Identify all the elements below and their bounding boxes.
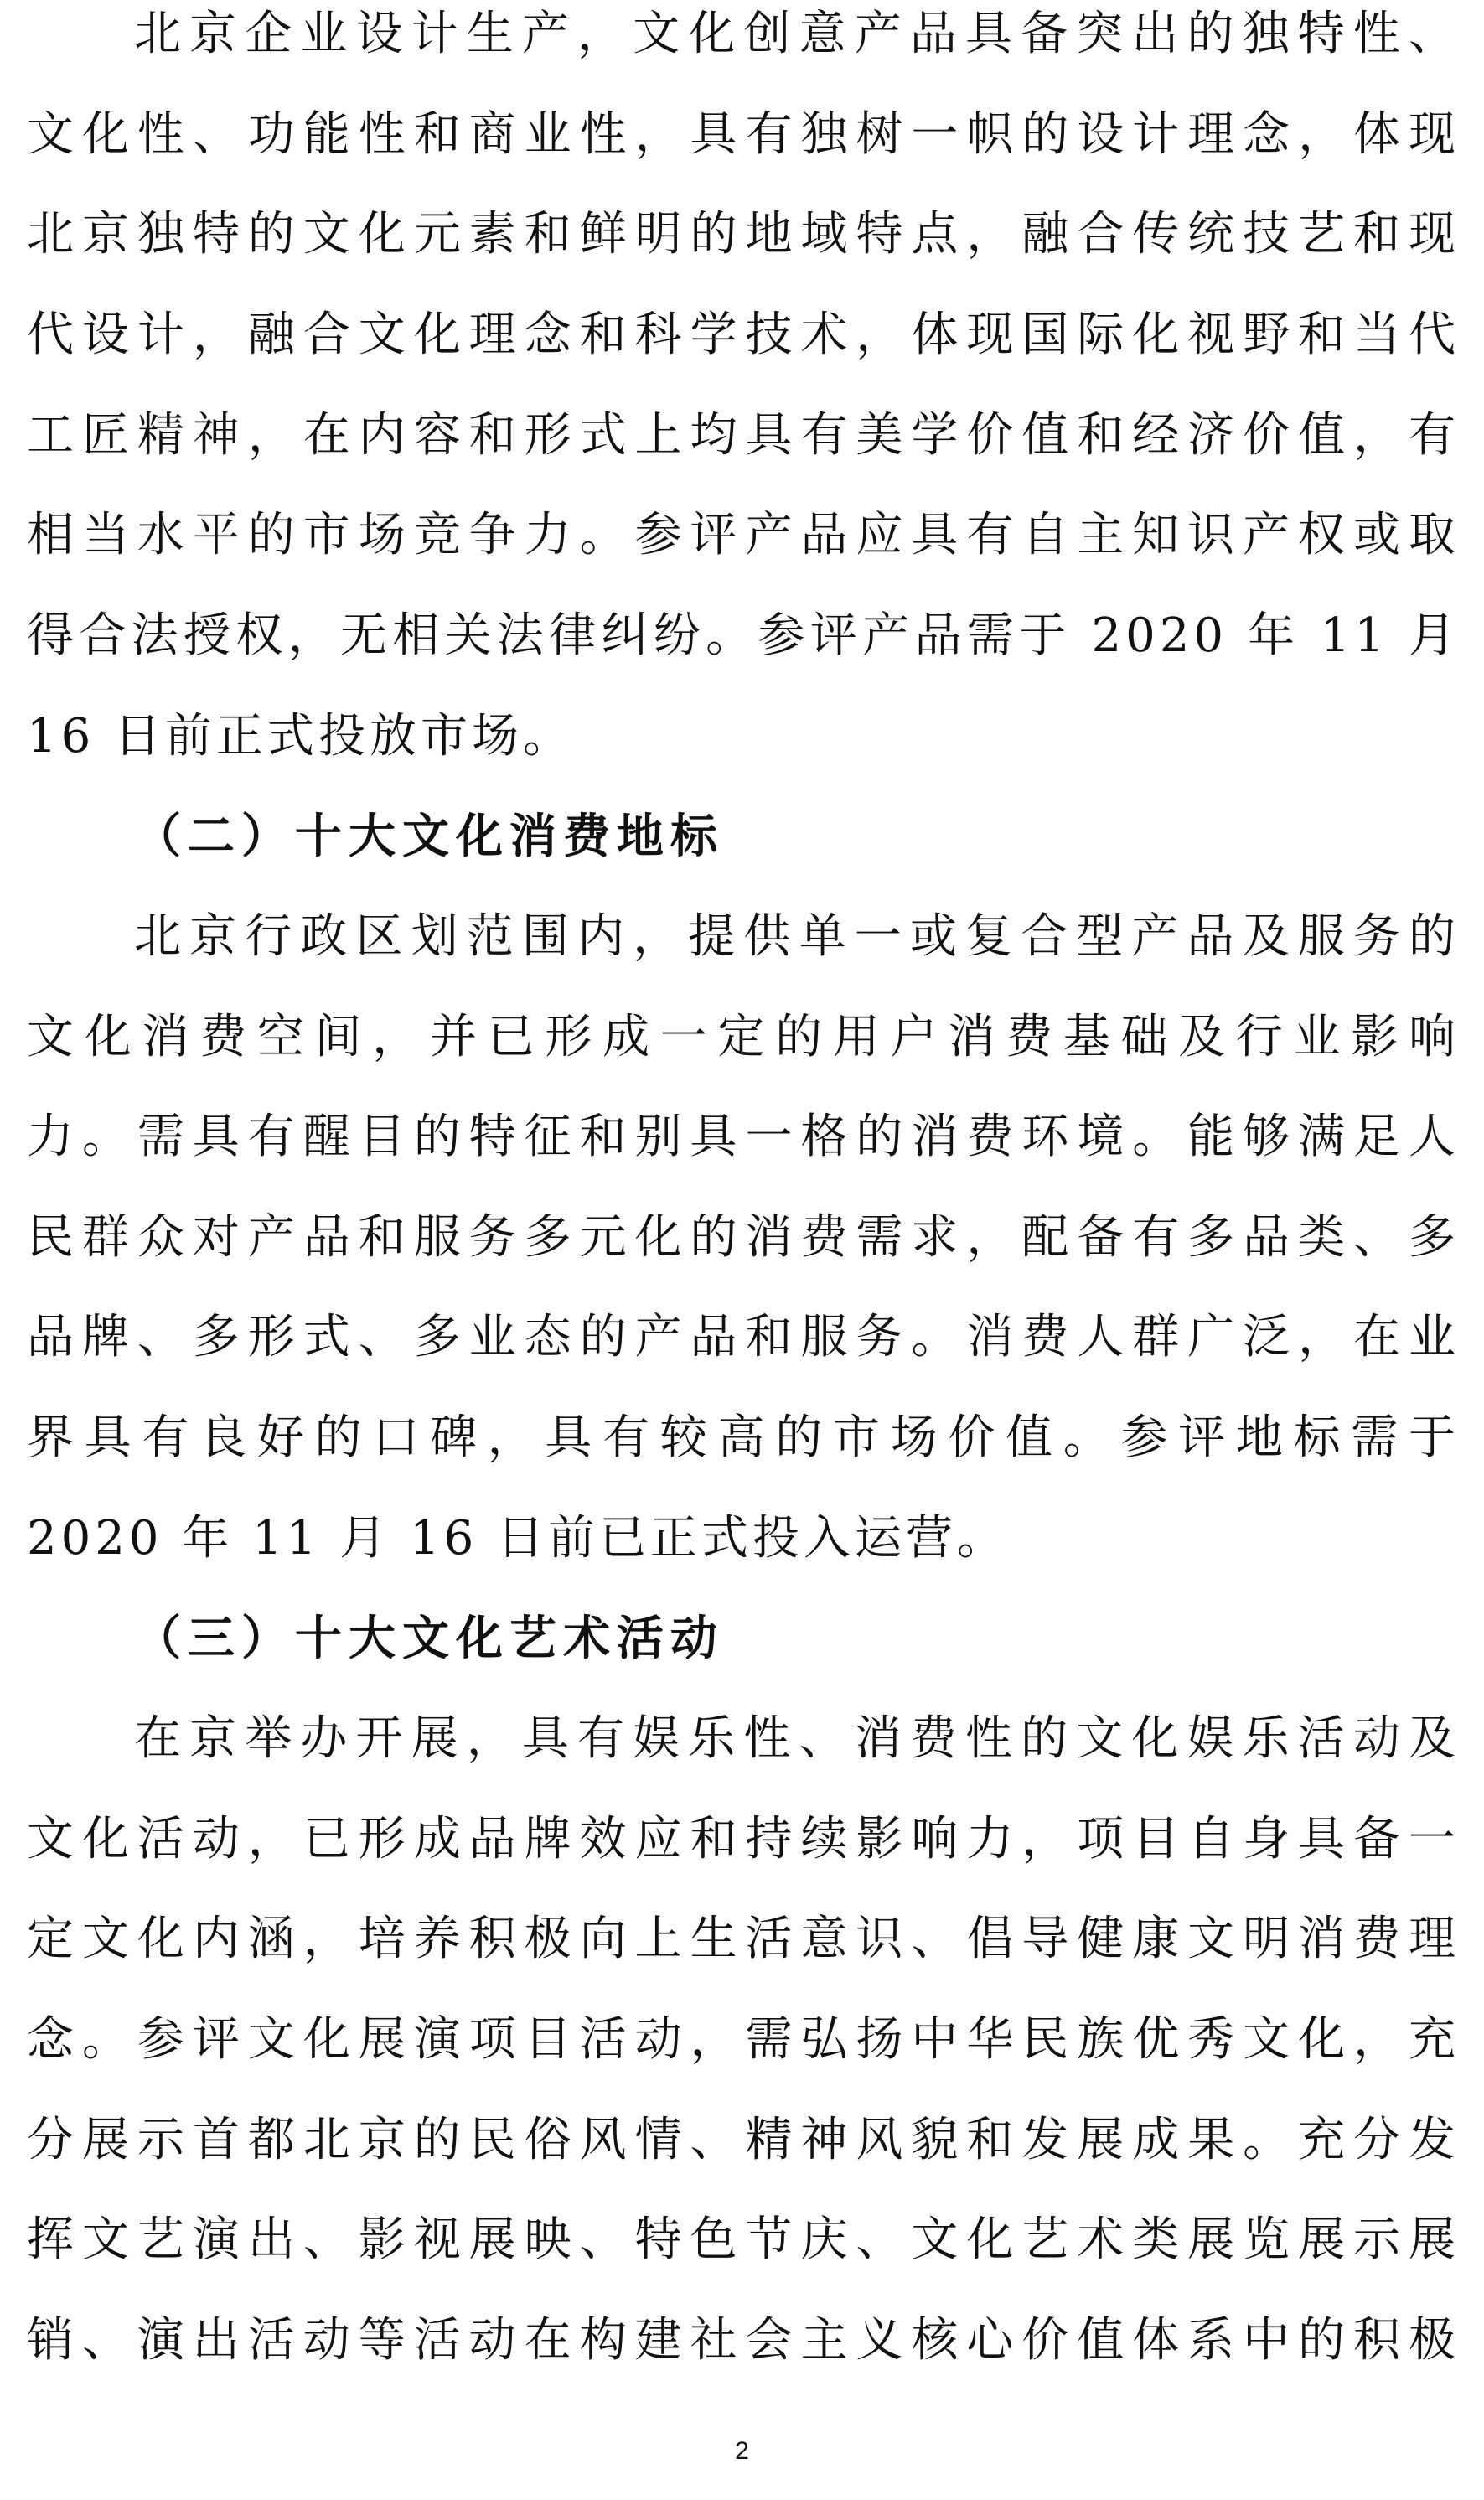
paragraph-1-line-4: 代设计，融合文化理念和科学技术，体现国际化视野和当代 (27, 307, 1460, 362)
paragraph-2-line-6: 界具有良好的口碑，具有较高的市场价值。参评地标需于 (27, 1410, 1460, 1466)
paragraph-1-line-8: 16 日前正式投放市场。 (27, 708, 575, 763)
paragraph-1-line-2: 文化性、功能性和商业性，具有独树一帜的设计理念，体现 (27, 106, 1460, 162)
paragraph-2-line-2: 文化消费空间，并已形成一定的用户消费基础及行业影响 (27, 1009, 1460, 1064)
paragraph-1-line-6: 相当水平的市场竞争力。参评产品应具有自主知识产权或取 (27, 508, 1460, 563)
paragraph-1-line-3: 北京独特的文化元素和鲜明的地域特点，融合传统技艺和现 (27, 207, 1460, 262)
paragraph-2-line-7: 2020 年 11 月 16 日前已正式投入运营。 (27, 1510, 1009, 1566)
paragraph-2-line-3: 力。需具有醒目的特征和别具一格的消费环境。能够满足人 (27, 1110, 1460, 1165)
paragraph-2-line-1: 北京行政区划范围内，提供单一或复合型产品及服务的 (134, 908, 1460, 964)
paragraph-2-line-4: 民群众对产品和服务多元化的消费需求，配备有多品类、多 (27, 1209, 1460, 1265)
paragraph-1-line-7: 得合法授权，无相关法律纠纷。参评产品需于 2020 年 11 月 (27, 608, 1460, 663)
paragraph-3-line-6: 挥文艺演出、影视展映、特色节庆、文化艺术类展览展示展 (27, 2213, 1460, 2268)
page-number: 2 (735, 2437, 749, 2465)
paragraph-3-line-1: 在京举办开展，具有娱乐性、消费性的文化娱乐活动及 (134, 1711, 1460, 1767)
paragraph-1-line-5: 工匠精神，在内容和形式上均具有美学价值和经济价值，有 (27, 407, 1460, 463)
paragraph-3-line-2: 文化活动，已形成品牌效应和持续影响力，项目自身具备一 (27, 1811, 1460, 1866)
section-heading-activities: （三）十大文化艺术活动 (134, 1611, 724, 1667)
paragraph-1-line-1: 北京企业设计生产，文化创意产品具备突出的独特性、 (134, 7, 1460, 61)
paragraph-3-line-3: 定文化内涵，培养积极向上生活意识、倡导健康文明消费理 (27, 1912, 1460, 1967)
paragraph-3-line-4: 念。参评文化展演项目活动，需弘扬中华民族优秀文化，充 (27, 2012, 1460, 2068)
paragraph-3-line-7: 销、演出活动等活动在构建社会主义核心价值体系中的积极 (27, 2313, 1460, 2368)
paragraph-2-line-5: 品牌、多形式、多业态的产品和服务。消费人群广泛，在业 (27, 1310, 1460, 1365)
paragraph-3-line-5: 分展示首都北京的民俗风情、精神风貌和发展成果。充分发 (27, 2112, 1460, 2167)
section-heading-landmarks: （二）十大文化消费地标 (134, 809, 724, 865)
